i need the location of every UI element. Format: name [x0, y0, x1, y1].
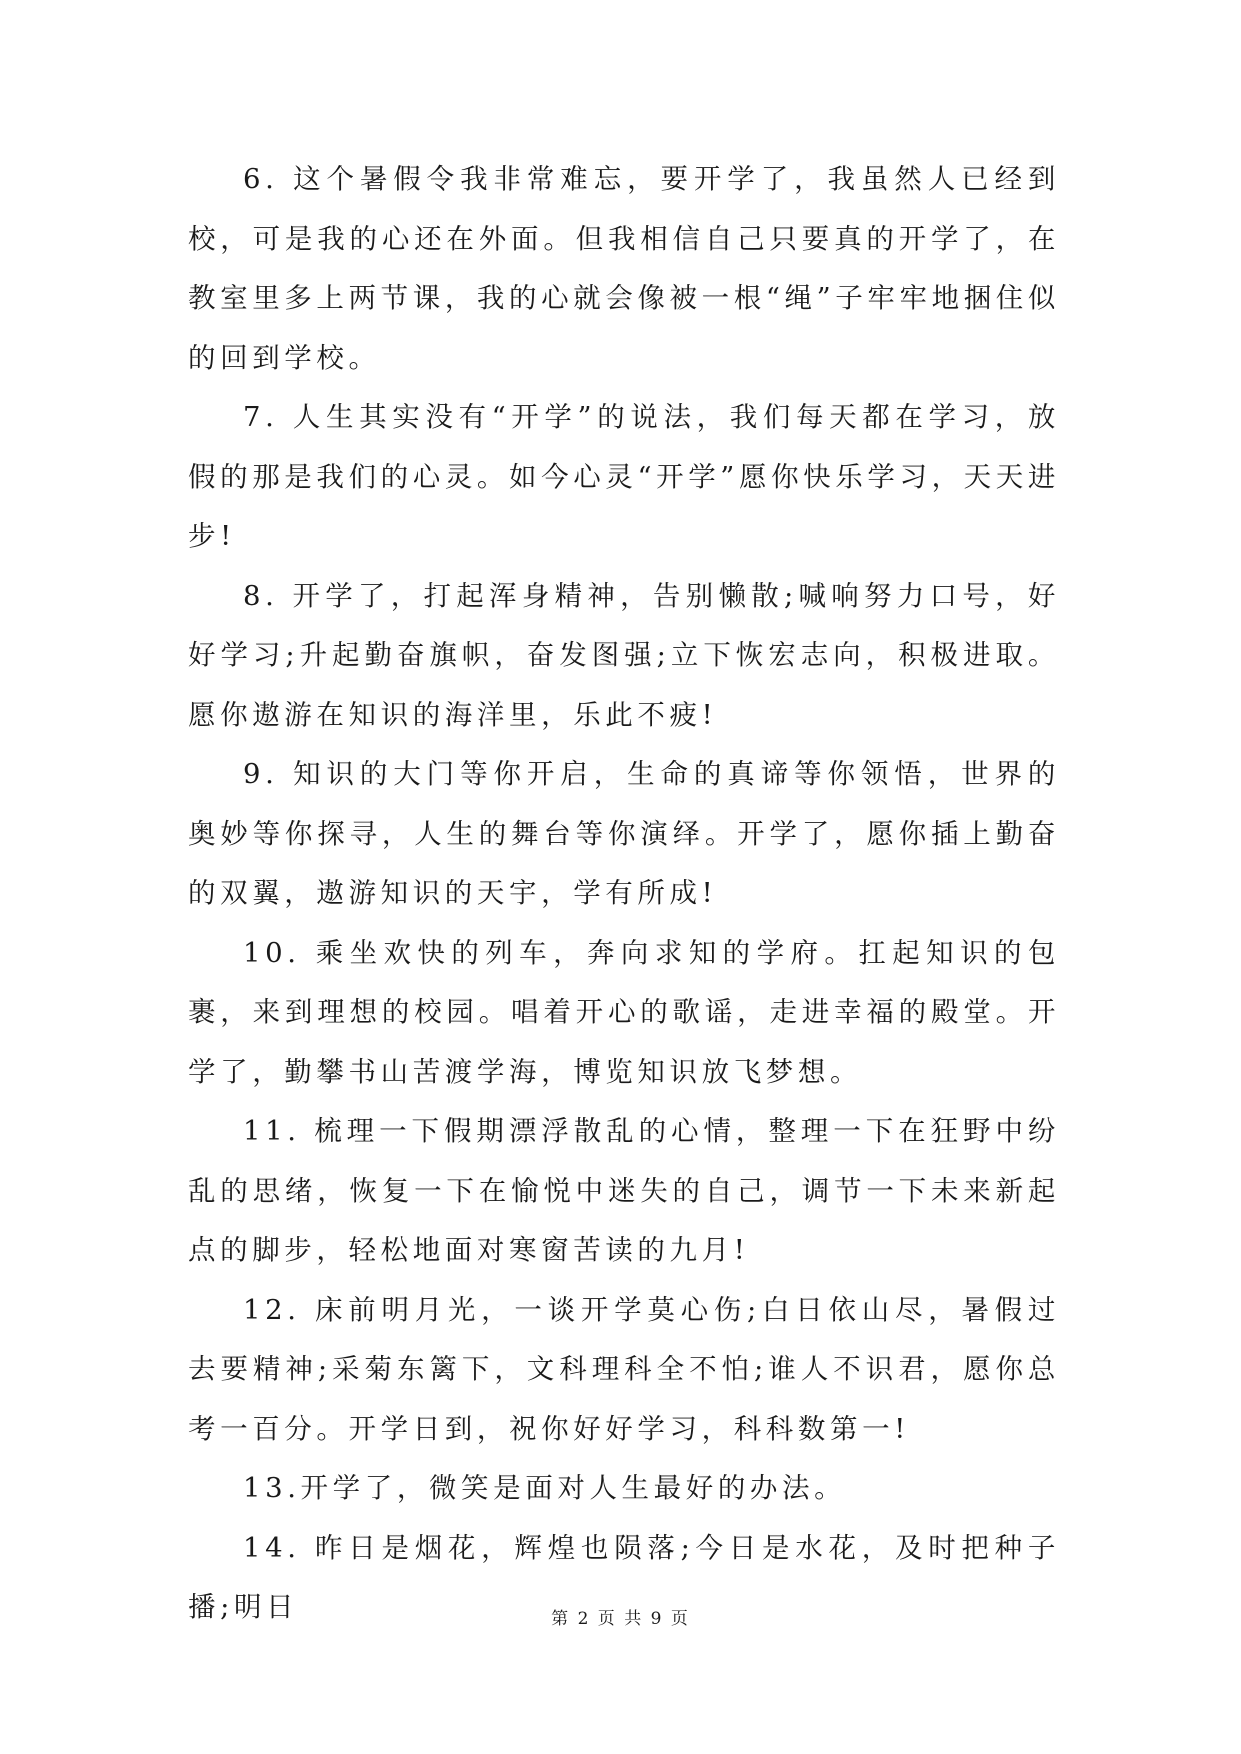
paragraph-7: 7. 人生其实没有“开学”的说法，我们每天都在学习，放假的那是我们的心灵。如今心灵“开学”愿你快乐学习，天天进步! — [188, 401, 1060, 552]
paragraph-14: 14. 昨日是烟花，辉煌也陨落;今日是水花，及时把种子播;明日 — [188, 1531, 1060, 1623]
paragraph-9: 9. 知识的大门等你开启，生命的真谛等你领悟，世界的奥妙等你探寻，人生的舞台等你演绎。开学了，愿你插上勤奋的双翼，遨游知识的天宇，学有所成! — [188, 758, 1060, 909]
paragraph-10: 10. 乘坐欢快的列车，奔向求知的学府。扛起知识的包裹，来到理想的校园。唱着开心的歌谣，走进幸福的殿堂。开学了，勤攀书山苦渡学海，博览知识放飞梦想。 — [188, 936, 1060, 1088]
page-number-footer: 第 2 页 共 9 页 — [551, 1609, 690, 1629]
paragraph-11: 11. 梳理一下假期漂浮散乱的心情，整理一下在狂野中纷乱的思绪，恢复一下在愉悦中迷失的自己，调节一下未来新起点的脚步，轻松地面对寒窗苦读的九月! — [188, 1115, 1060, 1266]
paragraph-13: 13.开学了，微笑是面对人生最好的办法。 — [243, 1472, 847, 1504]
paragraph-12: 12. 床前明月光，一谈开学莫心伤;白日依山尽，暑假过去要精神;采菊东篱下，文科理科全不怕;谁人不识君，愿你总考一百分。开学日到，祝你好好学习，科科数第一! — [188, 1293, 1060, 1445]
paragraph-8: 8. 开学了，打起浑身精神，告别懒散;喊响努力口号，好好学习;升起勤奋旗帜，奋发图强;立下恢宏志向，积极进取。愿你遨游在知识的海洋里，乐此不疲! — [188, 579, 1060, 731]
document-body — [188, 150, 1060, 1638]
paragraph-6: 6. 这个暑假令我非常难忘，要开学了，我虽然人已经到校，可是我的心还在外面。但我相信自己只要真的开学了，在教室里多上两节课，我的心就会像被一根“绳”子牢牢地捆住似的回到学校。 — [188, 163, 1060, 374]
